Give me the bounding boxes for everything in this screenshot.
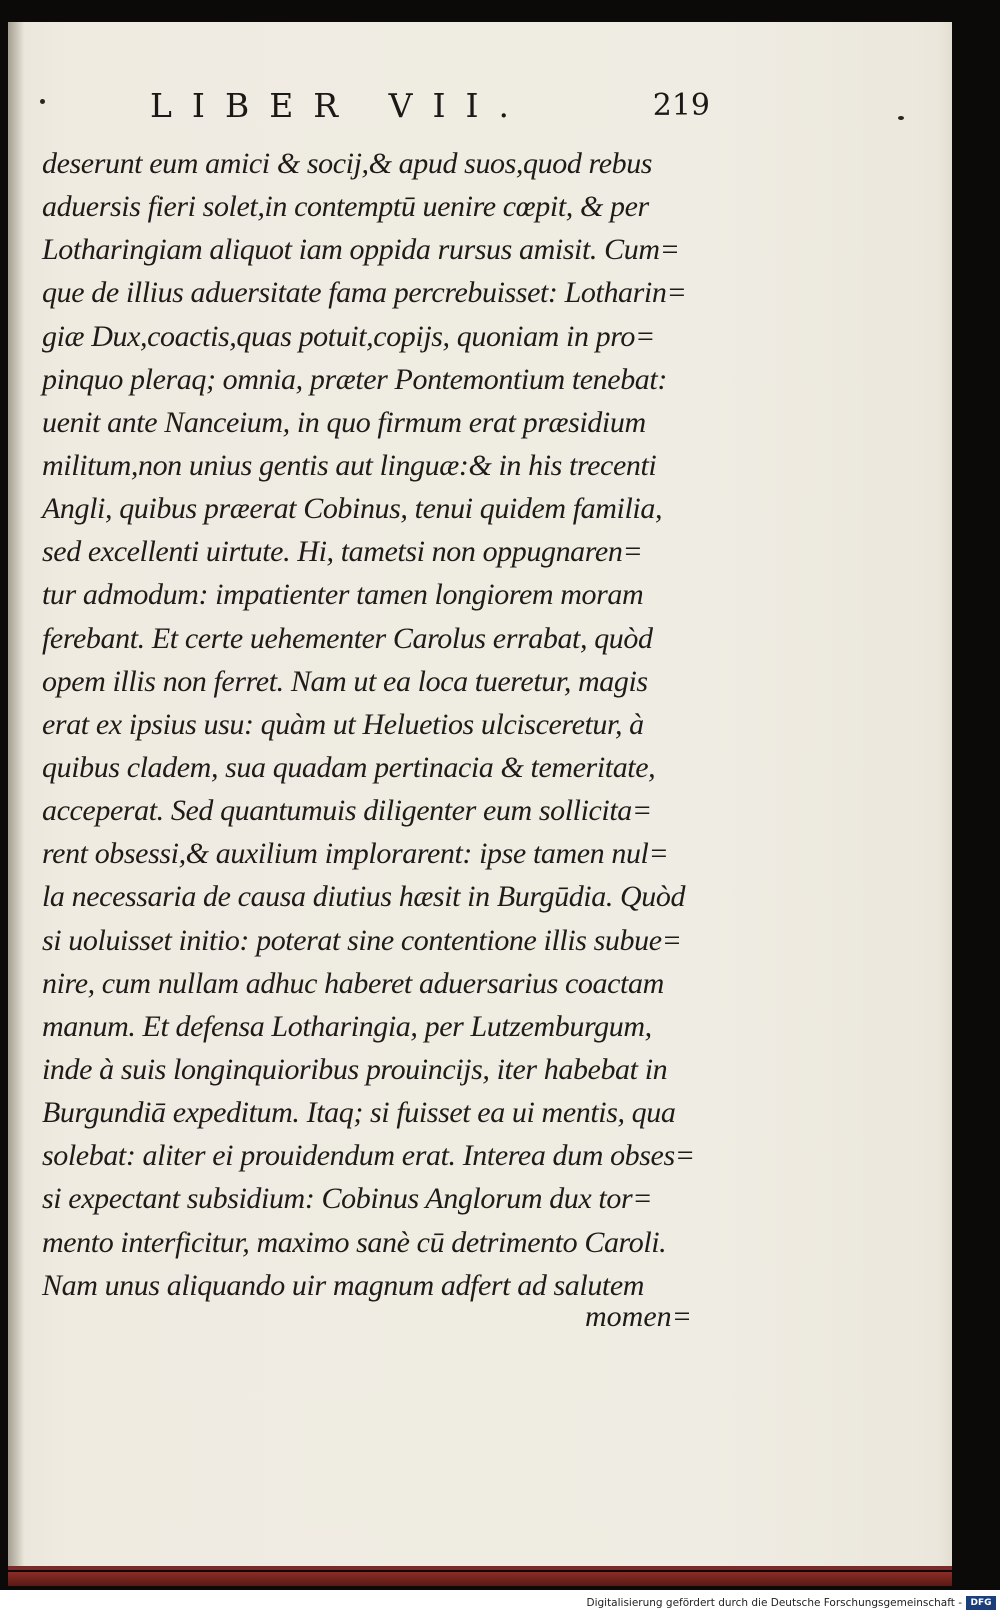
text-line: giæ Dux,coactis,quas potuit,copijs, quoniam in pro= xyxy=(42,319,655,353)
text-line: opem illis non ferret. Nam ut ea loca tueretur, magis xyxy=(42,664,648,698)
text-line: Burgundiā expeditum. Itaq; si fuisset ea ui mentis, qua xyxy=(42,1096,676,1130)
ink-speck xyxy=(40,99,45,104)
dfg-logo: DFG xyxy=(966,1596,996,1610)
text-line: la necessaria de causa diutius hæsit in Burgūdia. Quòd xyxy=(42,880,686,914)
text-line: Angli, quibus præerat Cobinus, tenui quidem familia, xyxy=(42,492,663,526)
text-line: mento interficitur, maximo sanè cū detrimento Caroli. xyxy=(42,1225,667,1259)
text-line: erat ex ipsius usu: quàm ut Heluetios ulcisceretur, à xyxy=(42,707,644,741)
text-line: uenit ante Nanceium, in quo firmum erat præsidium xyxy=(42,405,646,439)
text-line: sed excellenti uirtute. Hi, tametsi non oppugnaren= xyxy=(42,535,643,569)
text-line: militum,non unius gentis aut linguæ:& in his trecenti xyxy=(42,448,657,482)
text-line: quibus cladem, sua quadam pertinacia & temeritate, xyxy=(42,750,656,784)
text-line: Nam unus aliquando uir magnum adfert ad salutem xyxy=(42,1268,645,1302)
text-line: si expectant subsidium: Cobinus Anglorum dux tor= xyxy=(42,1182,653,1216)
text-line: nire, cum nullam adhuc haberet aduersarius coactam xyxy=(42,966,664,1000)
gutter-shadow xyxy=(8,22,24,1566)
footer-credit: Digitalisierung gefördert durch die Deutsche Forschungsgemeinschaft - xyxy=(586,1597,962,1609)
text-line: rent obsessi,& auxilium implorarent: ipse tamen nul= xyxy=(42,837,669,871)
text-line: solebat: aliter ei prouidendum erat. Interea dum obses= xyxy=(42,1139,695,1173)
body-text xyxy=(42,142,722,1307)
text-line: tur admodum: impatienter tamen longiorem moram xyxy=(42,578,644,612)
running-title: LIBER VII. xyxy=(150,86,530,125)
catchword: momen= xyxy=(585,1300,692,1333)
text-line: inde à suis longinquioribus prouincijs, iter habebat in xyxy=(42,1052,668,1086)
ink-speck xyxy=(898,116,904,120)
text-line: aduersis fieri solet,in contemptū uenire cœpit, & per xyxy=(42,190,649,224)
text-line: deserunt eum amici & socij,& apud suos,quod rebus xyxy=(42,147,653,180)
footer-bar xyxy=(0,1592,1000,1619)
text-line: manum. Et defensa Lotharingia, per Lutzemburgum, xyxy=(42,1009,652,1043)
page-number: 219 xyxy=(652,88,710,123)
text-line: ferebant. Et certe uehementer Carolus errabat, quòd xyxy=(42,621,653,655)
text-line: Lotharingiam aliquot iam oppida rursus amisit. Cum= xyxy=(42,233,680,267)
text-line: que de illius aduersitate fama percrebuisset: Lotharin= xyxy=(42,276,687,310)
text-line: acceperat. Sed quantumuis diligenter eum sollicita= xyxy=(42,794,652,828)
text-line: pinquo pleraq; omnia, præter Pontemontium tenebat: xyxy=(42,362,667,396)
text-line: si uoluisset initio: poterat sine contentione illis subue= xyxy=(42,923,682,957)
page-red-edge xyxy=(8,1572,952,1586)
page-header xyxy=(150,86,710,136)
